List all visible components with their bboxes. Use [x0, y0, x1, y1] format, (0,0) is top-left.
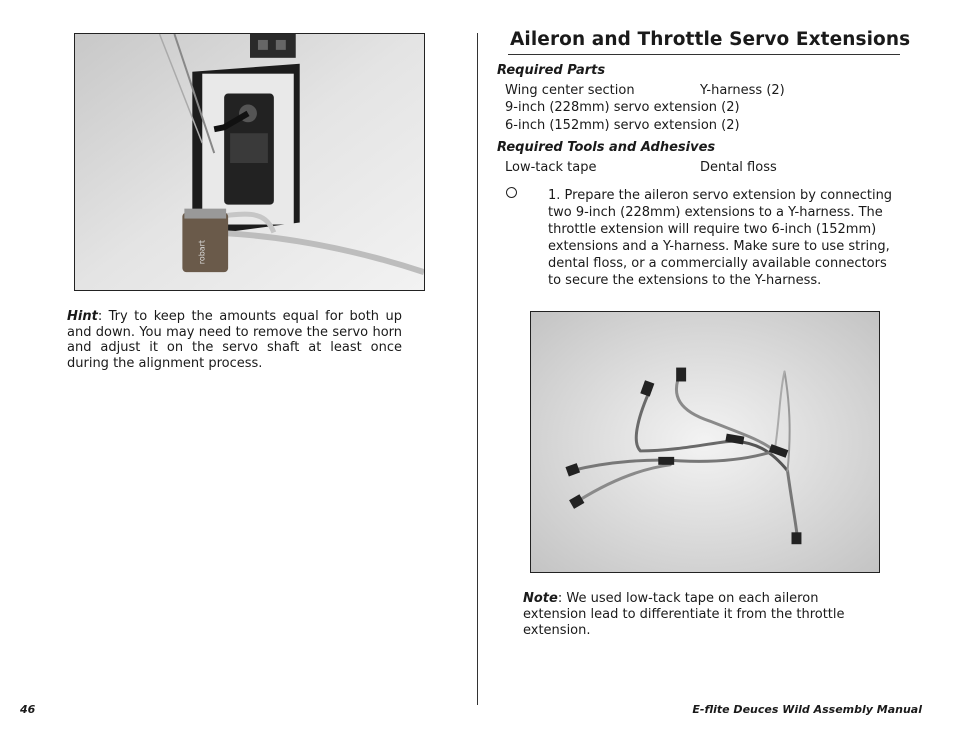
- required-tool-item: Dental floss: [700, 160, 777, 175]
- manual-title: E-flite Deuces Wild Assembly Manual: [692, 703, 922, 716]
- required-part-item: Wing center section: [505, 83, 635, 98]
- required-part-item: 9-inch (228mm) servo extension (2): [505, 100, 740, 115]
- required-tools-heading: Required Tools and Adhesives: [497, 140, 716, 155]
- title-underline: [508, 54, 900, 55]
- hint-label: Hint: [67, 309, 98, 324]
- note-text: : We used low-tack tape on each aileron extension lead to differentiate it from the throttle extension.: [523, 591, 845, 638]
- note-label: Note: [523, 591, 558, 606]
- hint-text: : Try to keep the amounts equal for both up and down. You may need to remove the servo horn and adjust it on the servo shaft at least once during the alignment process.: [67, 309, 402, 371]
- servo-photo: [74, 33, 425, 291]
- hint-paragraph: [67, 309, 402, 371]
- required-part-item: Y-harness (2): [700, 83, 785, 98]
- required-part-item: 6-inch (152mm) servo extension (2): [505, 118, 740, 133]
- column-divider: [477, 33, 478, 705]
- step-1-text: 1. Prepare the aileron servo extension by connecting two 9-inch (228mm) extensions to a Y-harness. The throttle extension will require two 6-inch (152mm) extensions and a Y-harness. Make sure to use string, dental floss, or a commercially available connectors to secure the extensions to the Y-harness.: [548, 188, 893, 288]
- step-checkbox[interactable]: [506, 187, 517, 198]
- extensions-photo: [530, 311, 880, 573]
- required-parts-heading: Required Parts: [497, 63, 606, 78]
- required-tool-item: Low-tack tape: [505, 160, 597, 175]
- note-paragraph: [523, 591, 878, 639]
- svg-text:robart: robart: [197, 239, 207, 265]
- section-title: Aileron and Throttle Servo Extensions: [510, 29, 911, 50]
- page-number: 46: [20, 703, 36, 716]
